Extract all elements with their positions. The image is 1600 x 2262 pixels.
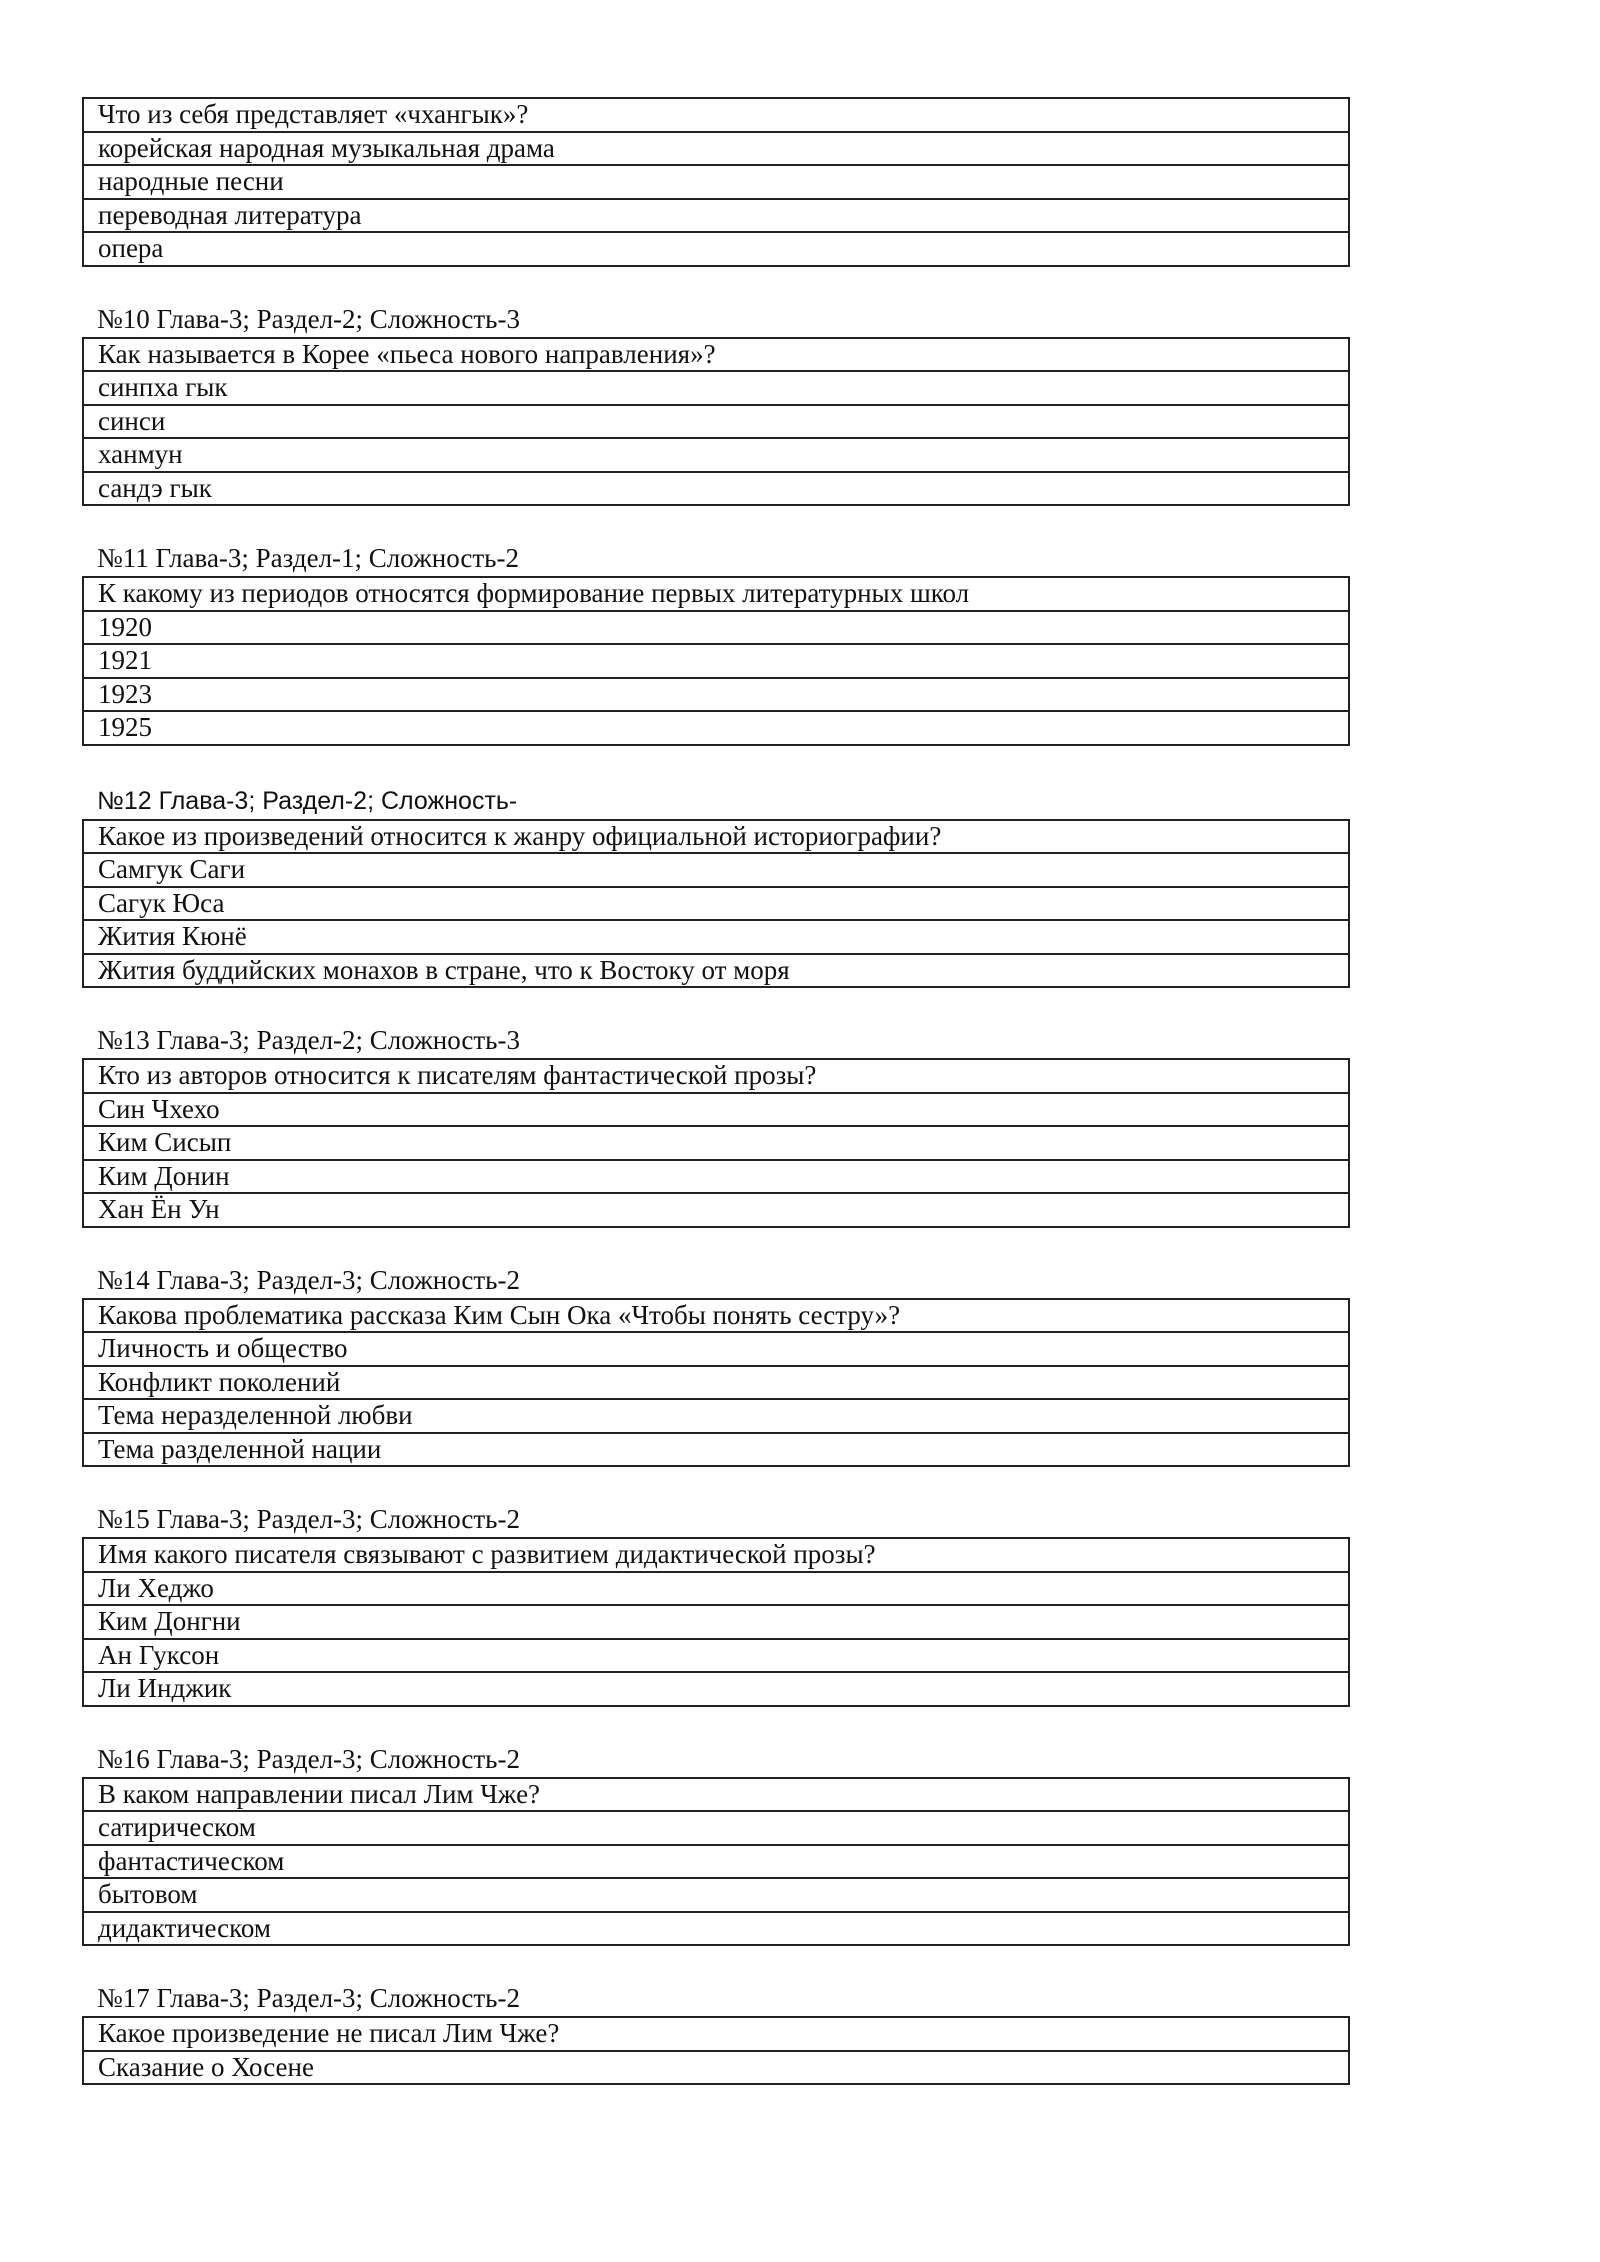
option-row — [83, 1093, 1349, 1127]
question-table — [82, 1777, 1350, 1947]
option-row — [83, 232, 1349, 266]
option-text: Ким Сисып — [83, 1126, 1349, 1160]
option-row — [83, 405, 1349, 439]
question-row — [83, 2017, 1349, 2051]
option-text: Конфликт поколений — [83, 1366, 1349, 1400]
question-heading: №16 Глава-3; Раздел-3; Сложность-2 — [97, 1743, 520, 1774]
option-text: переводная литература — [83, 199, 1349, 233]
option-text: Тема разделенной нации — [83, 1433, 1349, 1467]
question-block-9 — [82, 97, 1350, 267]
question-block-12 — [82, 784, 1350, 989]
question-row — [83, 1778, 1349, 1812]
question-row — [83, 820, 1349, 854]
option-row — [83, 1332, 1349, 1366]
option-text: ханмун — [83, 438, 1349, 472]
option-row — [83, 1366, 1349, 1400]
option-text: Ким Донин — [83, 1160, 1349, 1194]
question-table — [82, 1537, 1350, 1707]
question-text: Что из себя представляет «чхангык»? — [83, 98, 1349, 132]
option-row — [83, 371, 1349, 405]
option-text: Ан Гуксон — [83, 1639, 1349, 1673]
question-text: В каком направлении писал Лим Чже? — [83, 1778, 1349, 1812]
option-row — [83, 920, 1349, 954]
option-row — [83, 1193, 1349, 1227]
question-text: К какому из периодов относятся формирование первых литературных школ — [83, 577, 1349, 611]
option-text: Сагук Юса — [83, 887, 1349, 921]
question-table — [82, 1058, 1350, 1228]
option-text: 1920 — [83, 611, 1349, 645]
question-heading: №10 Глава-3; Раздел-2; Сложность-3 — [97, 303, 520, 334]
question-block-17 — [82, 1981, 1350, 2085]
question-text: Кто из авторов относится к писателям фантастической прозы? — [83, 1059, 1349, 1093]
question-heading: №14 Глава-3; Раздел-3; Сложность-2 — [97, 1264, 520, 1295]
option-text: Жития Кюнё — [83, 920, 1349, 954]
question-text: Как называется в Корее «пьеса нового направления»? — [83, 338, 1349, 372]
option-row — [83, 199, 1349, 233]
option-text: Син Чхехо — [83, 1093, 1349, 1127]
question-heading: №11 Глава-3; Раздел-1; Сложность-2 — [97, 543, 519, 573]
option-text: 1923 — [83, 678, 1349, 712]
question-row — [83, 338, 1349, 372]
option-text: сандэ гык — [83, 472, 1349, 506]
option-row — [83, 678, 1349, 712]
option-text: дидактическом — [83, 1912, 1349, 1946]
option-text: Хан Ён Ун — [83, 1193, 1349, 1227]
question-text: Какова проблематика рассказа Ким Сын Ока «Чтобы понять сестру»? — [83, 1299, 1349, 1333]
option-row — [83, 1878, 1349, 1912]
question-table — [82, 97, 1350, 267]
option-row — [83, 711, 1349, 745]
question-block-16 — [82, 1742, 1350, 1947]
option-text: Жития буддийских монахов в стране, что к Востоку от моря — [83, 954, 1349, 988]
option-text: фантастическом — [83, 1845, 1349, 1879]
option-text: Ли Инджик — [83, 1672, 1349, 1706]
question-table — [82, 576, 1350, 746]
question-row — [83, 1059, 1349, 1093]
question-row — [83, 1299, 1349, 1333]
option-text: корейская народная музыкальная драма — [83, 132, 1349, 166]
option-text: бытовом — [83, 1878, 1349, 1912]
option-text: Личность и общество — [83, 1332, 1349, 1366]
question-text: Какое произведение не писал Лим Чже? — [83, 2017, 1349, 2051]
option-text: Ли Хеджо — [83, 1572, 1349, 1606]
question-text: Какое из произведений относится к жанру официальной историографии? — [83, 820, 1349, 854]
option-row — [83, 1811, 1349, 1845]
question-table — [82, 2016, 1350, 2085]
option-row — [83, 887, 1349, 921]
option-row — [83, 1126, 1349, 1160]
question-heading: №12 Глава-3; Раздел-2; Сложность- — [97, 786, 518, 815]
option-row — [83, 1433, 1349, 1467]
option-row — [83, 1845, 1349, 1879]
question-block-11 — [82, 541, 1350, 746]
option-text: синпха гык — [83, 371, 1349, 405]
option-text: 1921 — [83, 644, 1349, 678]
option-text: Ким Донгни — [83, 1605, 1349, 1639]
option-row — [83, 1912, 1349, 1946]
option-row — [83, 853, 1349, 887]
option-row — [83, 644, 1349, 678]
question-table — [82, 819, 1350, 989]
option-row — [83, 132, 1349, 166]
option-text: Самгук Саги — [83, 853, 1349, 887]
option-row — [83, 954, 1349, 988]
question-block-13 — [82, 1023, 1350, 1228]
option-row — [83, 472, 1349, 506]
option-text: сатирическом — [83, 1811, 1349, 1845]
question-table — [82, 1298, 1350, 1468]
option-row — [83, 1399, 1349, 1433]
option-row — [83, 1605, 1349, 1639]
option-row — [83, 1160, 1349, 1194]
question-text: Имя какого писателя связывают с развитием дидактической прозы? — [83, 1538, 1349, 1572]
document-page — [82, 97, 1350, 2085]
question-heading: №17 Глава-3; Раздел-3; Сложность-2 — [97, 1983, 520, 2013]
question-block-10 — [82, 302, 1350, 507]
question-row — [83, 98, 1349, 132]
option-row — [83, 2051, 1349, 2085]
question-table — [82, 337, 1350, 507]
option-text: народные песни — [83, 165, 1349, 199]
option-text: Тема неразделенной любви — [83, 1399, 1349, 1433]
option-row — [83, 1572, 1349, 1606]
option-row — [83, 611, 1349, 645]
question-heading: №15 Глава-3; Раздел-3; Сложность-2 — [97, 1504, 520, 1534]
question-row — [83, 1538, 1349, 1572]
option-row — [83, 165, 1349, 199]
option-text: Сказание о Хосене — [83, 2051, 1349, 2085]
option-text: синси — [83, 405, 1349, 439]
question-block-14 — [82, 1263, 1350, 1468]
question-block-15 — [82, 1502, 1350, 1707]
option-text: опера — [83, 232, 1349, 266]
question-row — [83, 577, 1349, 611]
option-text: 1925 — [83, 711, 1349, 745]
question-heading: №13 Глава-3; Раздел-2; Сложность-3 — [97, 1025, 520, 1055]
option-row — [83, 438, 1349, 472]
option-row — [83, 1639, 1349, 1673]
option-row — [83, 1672, 1349, 1706]
